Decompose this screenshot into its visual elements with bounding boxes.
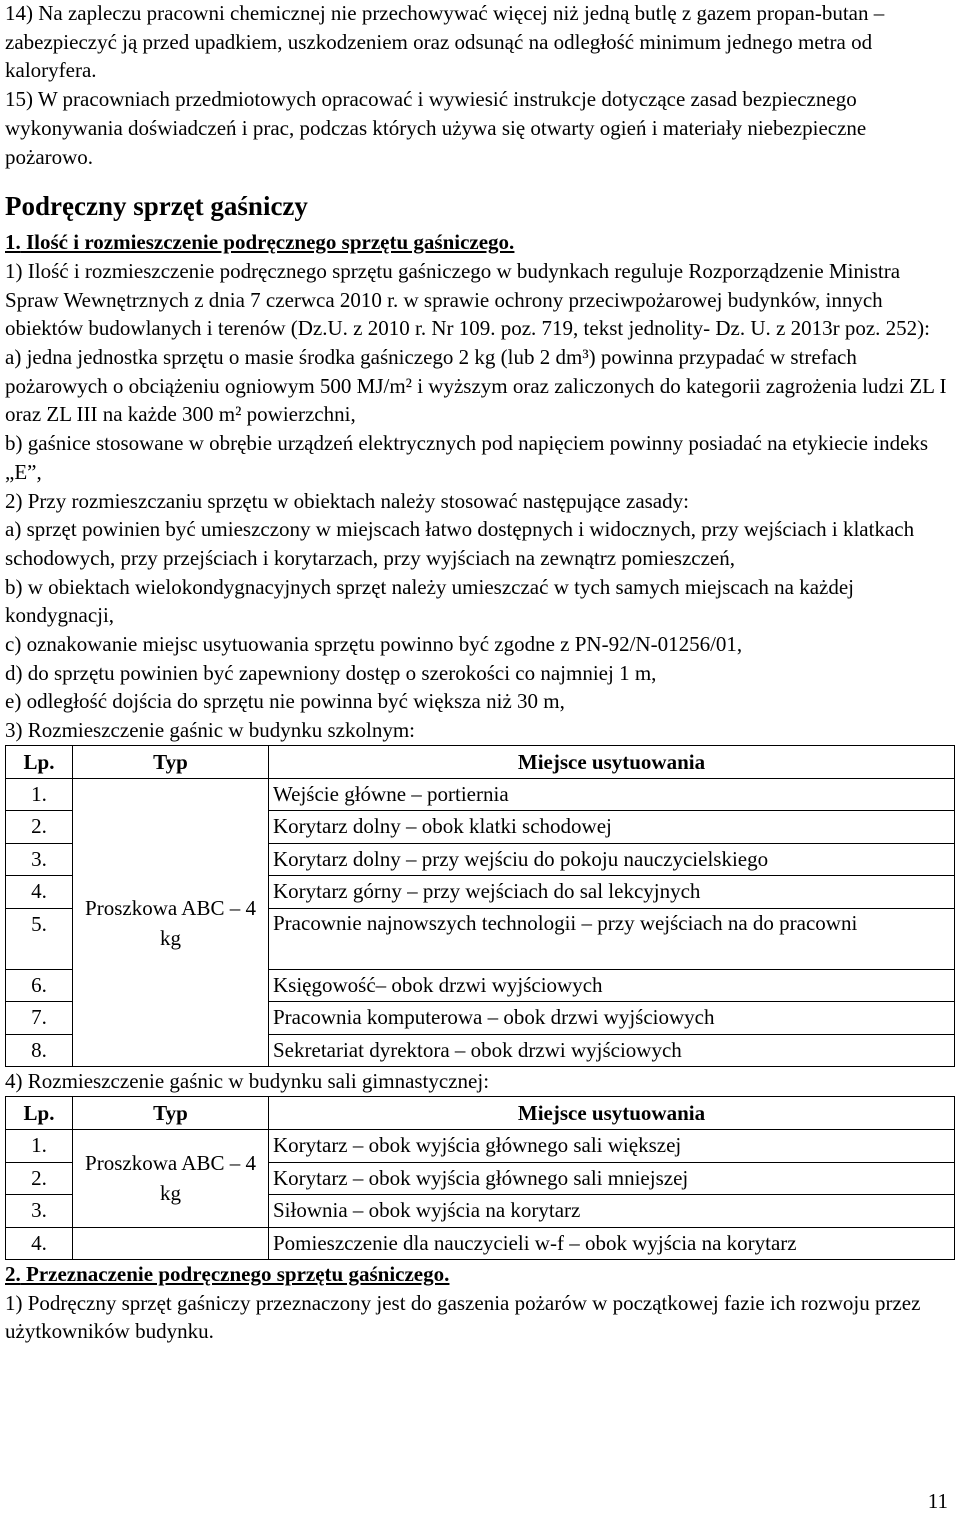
subsection-2-text: Przeznaczenie podręcznego sprzętu gaśniczego. <box>26 1262 450 1287</box>
subsection-2-title <box>5 1260 955 1289</box>
row-lp: 4. <box>6 1227 73 1260</box>
extinguisher-type: Proszkowa ABC – 4 kg <box>73 778 269 1067</box>
row-place: Korytarz górny – przy wejściach do sal lekcyjnych <box>269 876 955 909</box>
paragraph-4: 4) Rozmieszczenie gaśnic w budynku sali gimnastycznej: <box>5 1069 490 1094</box>
paragraph-2c: c) oznakowanie miejsc usytuowania sprzętu powinno być zgodne z PN-92/N-01256/01, <box>5 632 743 657</box>
row-place: Korytarz dolny – obok klatki schodowej <box>269 811 955 844</box>
row-place: Siłownia – obok wyjścia na korytarz <box>269 1195 955 1228</box>
paragraph-1-1: 1) Ilość i rozmieszczenie podręcznego sprzętu gaśniczego w budynkach reguluje Rozporządzenie Ministra Spraw Wewnętrznych z dnia 7 czerwca 2010 r. w sprawie ochrony przeciwpożarowej budynków, innych obiektów budowlanych i terenów (Dz.U. z 2010 r. Nr 109. poz. 719, tekst jednolity- Dz. U. z 2013r poz. 252): <box>5 258 930 341</box>
row-lp: 3. <box>6 1195 73 1228</box>
row-lp: 4. <box>6 876 73 909</box>
row-lp: 2. <box>6 1162 73 1195</box>
paragraph-1b: b) gaśnice stosowane w obrębie urządzeń elektrycznych pod napięciem powinny posiadać na etykiecie indeks „E”, <box>5 431 929 484</box>
paragraph-15: 15) W pracowniach przedmiotowych opracować i wywiesić instrukcje dotyczące zasad bezpiecznego wykonywania doświadczeń i prac, podczas których używa się otwarty ogień i materiały niebezpieczne pożarowo. <box>5 87 867 169</box>
row-lp: 2. <box>6 811 73 844</box>
row-place: Pracownia komputerowa – obok drzwi wyjściowych <box>269 1002 955 1035</box>
extinguisher-type: Proszkowa ABC – 4 kg <box>73 1130 269 1228</box>
header-lp: Lp. <box>6 745 73 778</box>
row-lp: 5. <box>6 908 73 969</box>
row-place: Pracownie najnowszych technologii – przy wejściach na do pracowni <box>269 908 955 969</box>
header-lp: Lp. <box>6 1097 73 1130</box>
row-place: Księgowość– obok drzwi wyjściowych <box>269 969 955 1002</box>
row-place: Korytarz dolny – przy wejściu do pokoju nauczycielskiego <box>269 843 955 876</box>
row-lp: 7. <box>6 1002 73 1035</box>
paragraph-2d: d) do sprzętu powinien być zapewniony dostęp o szerokości co najmniej 1 m, <box>5 660 657 685</box>
extinguisher-table-school <box>5 745 955 1068</box>
row-lp: 1. <box>6 1130 73 1163</box>
row-place: Pomieszczenie dla nauczycieli w-f – obok wyjścia na korytarz <box>269 1227 955 1260</box>
document-page <box>5 0 955 1346</box>
paragraph-2a: a) sprzęt powinien być umieszczony w miejscach łatwo dostępnych i widocznych, przy wejściach i klatkach schodowych, przy przejściach i korytarzach, przy wyjściach na zewnątrz pomieszczeń, <box>5 517 915 570</box>
row-place: Korytarz – obok wyjścia głównego sali mniejszej <box>269 1162 955 1195</box>
row-place: Korytarz – obok wyjścia głównego sali większej <box>269 1130 955 1163</box>
row-lp: 3. <box>6 843 73 876</box>
paragraph-2b: b) w obiektach wielokondygnacyjnych sprzęt należy umieszczać w tych samych miejscach na każdej kondygnacji, <box>5 574 854 628</box>
header-typ: Typ <box>73 745 269 778</box>
paragraph-14: 14) Na zapleczu pracowni chemicznej nie przechowywać więcej niż jedną butlę z gazem propan-butan – zabezpieczyć ją przed upadkiem, uszkodzeniem oraz odsunąć na odległość minimum jednego metra od kaloryfera. <box>5 1 885 83</box>
paragraph-2-1: 1) Podręczny sprzęt gaśniczy przeznaczony jest do gaszenia pożarów w początkowej fazie ich rozwoju przez użytkowników budynku. <box>5 1290 921 1344</box>
header-miejsce: Miejsce usytuowania <box>269 1097 955 1130</box>
paragraph-1a: a) jedna jednostka sprzętu o masie środka gaśniczego 2 kg (lub 2 dm³) powinna przypadać w strefach pożarowych o obciążeniu ogniowym 500 MJ/m² i wyższym oraz zaliczonych do kategorii zagrożenia ludzi ZL I oraz ZL III na każde 300 m² powierzchni, <box>5 345 947 427</box>
paragraph-2e: e) odległość dojścia do sprzętu nie powinna być większa niż 30 m, <box>5 689 565 714</box>
page-number: 11 <box>927 1489 948 1514</box>
section-heading: Podręczny sprzęt gaśniczy <box>5 191 308 222</box>
row-empty-typ <box>73 1227 269 1260</box>
subsection-1-title <box>5 228 955 257</box>
subsection-2-number: 2. <box>5 1262 21 1287</box>
row-place: Wejście główne – portiernia <box>269 778 955 811</box>
subsection-1-number: 1. <box>5 230 21 255</box>
table-row <box>6 1227 955 1260</box>
row-lp: 8. <box>6 1034 73 1067</box>
paragraph-3: 3) Rozmieszczenie gaśnic w budynku szkolnym: <box>5 718 415 743</box>
row-lp: 6. <box>6 969 73 1002</box>
header-miejsce: Miejsce usytuowania <box>269 745 955 778</box>
extinguisher-table-gym <box>5 1096 955 1260</box>
table-header-row <box>6 1097 955 1130</box>
table-row <box>6 1130 955 1163</box>
row-place: Sekretariat dyrektora – obok drzwi wyjściowych <box>269 1034 955 1067</box>
paragraph-2: 2) Przy rozmieszczaniu sprzętu w obiektach należy stosować następujące zasady: <box>5 488 689 513</box>
row-lp: 1. <box>6 778 73 811</box>
table-header-row <box>6 745 955 778</box>
header-typ: Typ <box>73 1097 269 1130</box>
table-row <box>6 778 955 811</box>
subsection-1-text: Ilość i rozmieszczenie podręcznego sprzętu gaśniczego. <box>26 230 515 255</box>
